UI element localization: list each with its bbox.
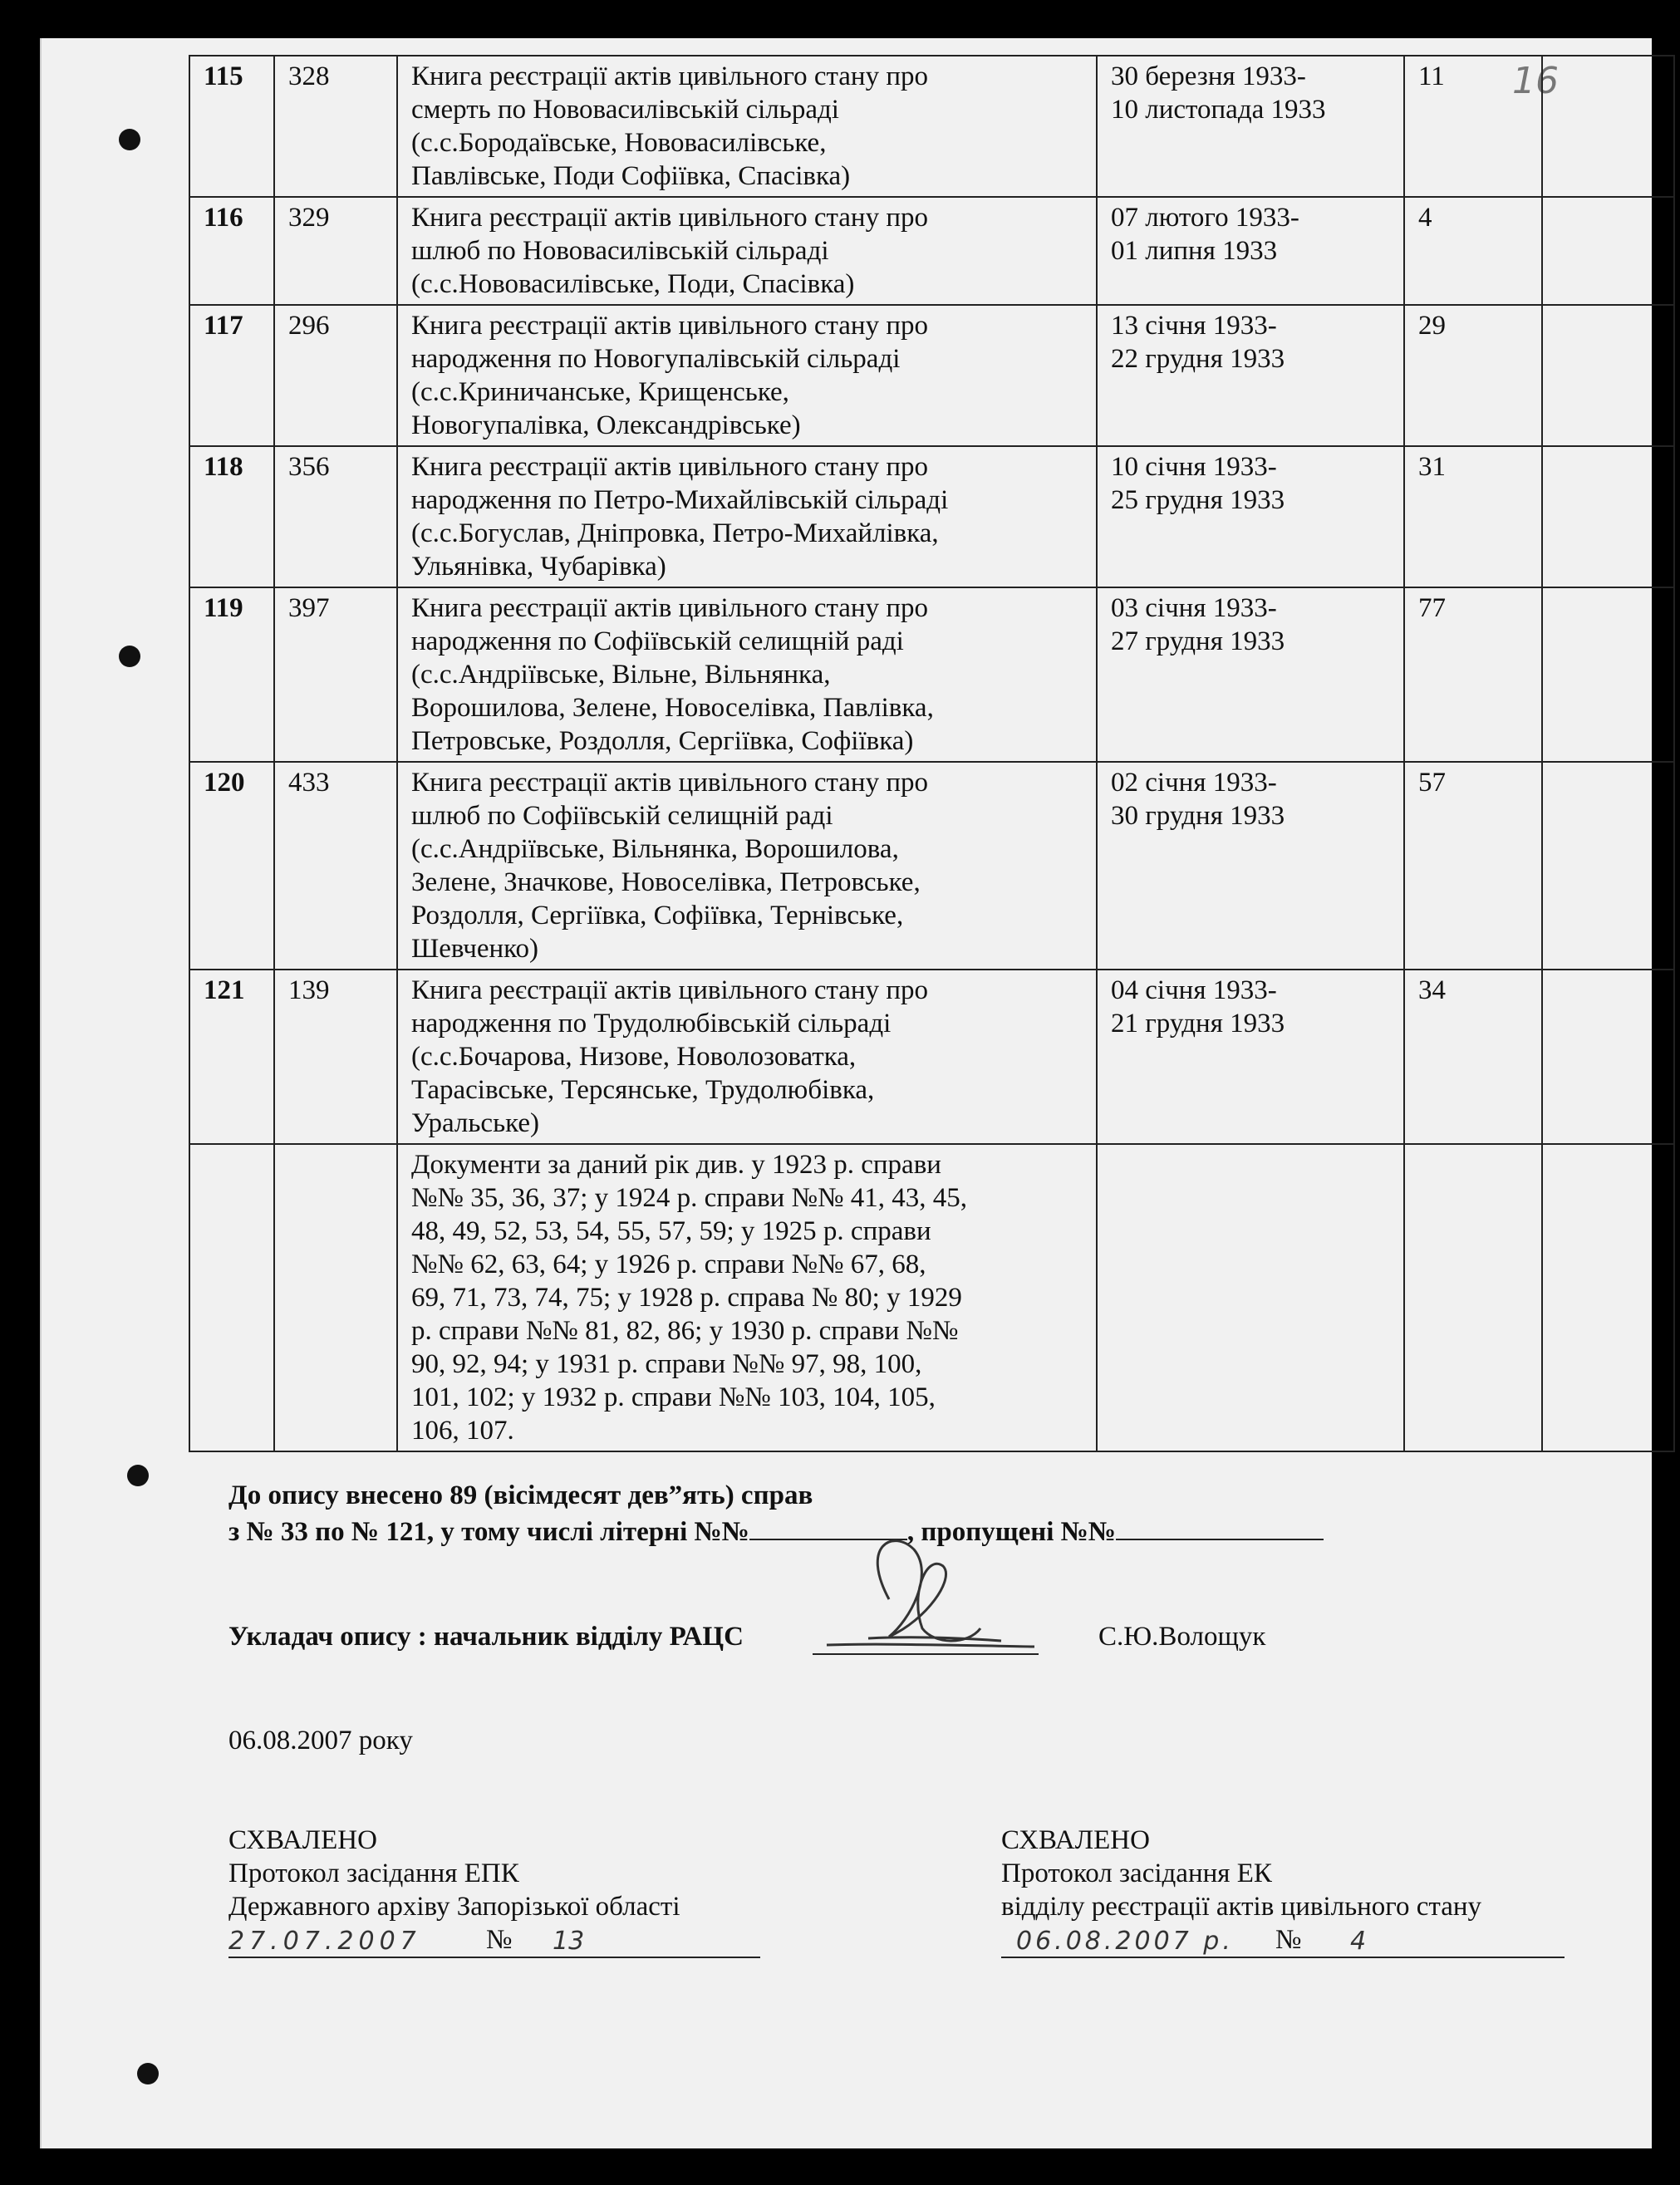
punch-hole (137, 2063, 159, 2084)
row-code: 397 (274, 587, 397, 762)
row-notes (1542, 197, 1674, 305)
row-code: 139 (274, 970, 397, 1144)
row-sheets: 77 (1404, 587, 1542, 762)
row-title: Книга реєстрації актів цивільного стану про народження по Трудолюбівській сільраді (с.с.Бочарова, Низове, Новолозоватка, Тарасівське, Терсянське, Трудолюбівка, Уральське) (397, 970, 1097, 1144)
approval-left-date: 27.07.2007 (228, 1927, 421, 1956)
row-dates: 04 січня 1933- 21 грудня 1933 (1097, 970, 1404, 1144)
row-sheets: 4 (1404, 197, 1542, 305)
approval-right-protocol (1001, 1923, 1565, 1958)
blank-line (1116, 1514, 1324, 1540)
row-notes (1542, 446, 1674, 587)
table-row (189, 587, 1674, 762)
row-number: 118 (189, 446, 274, 587)
row-title: Книга реєстрації актів цивільного стану про шлюб по Софіївській селищній раді (с.с.Андріївське, Вільнянка, Ворошилова, Зелене, Значкове, Новоселівка, Петровське, Роздолля, Сергіївка, Софіївка, Тернівське, Шевченко) (397, 762, 1097, 970)
summary-lettered: з № 33 по № 121, у тому числі літерні №№ (228, 1517, 749, 1547)
row-code: 328 (274, 56, 397, 197)
compiler-name: С.Ю.Волощук (1098, 1622, 1266, 1652)
row-sheets: 31 (1404, 446, 1542, 587)
approval-right-title: СХВАЛЕНО (1001, 1825, 1150, 1855)
row-number: 119 (189, 587, 274, 762)
table-row (189, 197, 1674, 305)
row-dates: 30 березня 1933- 10 листопада 1933 (1097, 56, 1404, 197)
table-row (189, 1144, 1674, 1451)
approval-right (1001, 1824, 1565, 1958)
row-title: Документи за даний рік див. у 1923 р. справи №№ 35, 36, 37; у 1924 р. справи №№ 41, 43, 45, 48, 49, 52, 53, 54, 55, 57, 59; у 1925 р. справи №№ 62, 63, 64; у 1926 р. справи №№ 67, 68, 69, 71, 73, 74, 75; у 1928 р. справа № 80; у 1929 р. справи №№ 81, 82, 86; у 1930 р. справи №№ 90, 92, 94; у 1931 р. справи №№ 97, 98, 100, 101, 102; у 1932 р. справи №№ 103, 104, 105, 106, 107. (397, 1144, 1097, 1451)
row-dates: 02 січня 1933- 30 грудня 1933 (1097, 762, 1404, 970)
approval-left-title: СХВАЛЕНО (228, 1825, 377, 1855)
approval-left-protocol (228, 1923, 760, 1958)
approval-right-num: 4 (1350, 1927, 1367, 1956)
table-row (189, 762, 1674, 970)
summary-line-2 (228, 1514, 1324, 1549)
signature (810, 1520, 1051, 1670)
row-title: Книга реєстрації актів цивільного стану про смерть по Нововасилівській сільраді (с.с.Бородаївське, Нововасилівське, Павлівське, Поди Софіївка, Спасівка) (397, 56, 1097, 197)
row-dates: 10 січня 1933- 25 грудня 1933 (1097, 446, 1404, 587)
approval-left-line2: Державного архіву Запорізької області (228, 1892, 680, 1922)
approval-right-date: 06.08.2007 р. (1016, 1927, 1234, 1956)
table-row (189, 305, 1674, 446)
row-notes (1542, 587, 1674, 762)
approval-right-line2: відділу реєстрації актів цивільного стану (1001, 1892, 1482, 1922)
row-number: 120 (189, 762, 274, 970)
row-code: 356 (274, 446, 397, 587)
approval-left-line1: Протокол засідання ЕПК (228, 1858, 519, 1888)
row-number: 121 (189, 970, 274, 1144)
inventory-table (189, 55, 1675, 1452)
table-row (189, 970, 1674, 1144)
approval-right-line1: Протокол засідання ЕК (1001, 1858, 1272, 1888)
row-notes (1542, 56, 1674, 197)
row-code: 433 (274, 762, 397, 970)
document-date: 06.08.2007 року (228, 1726, 413, 1755)
row-number: 116 (189, 197, 274, 305)
row-code: 329 (274, 197, 397, 305)
row-notes (1542, 1144, 1674, 1451)
summary-line-1: До опису внесено 89 (вісімдесят дев”ять) справ (228, 1480, 813, 1510)
punch-hole (127, 1465, 149, 1486)
row-sheets: 57 (1404, 762, 1542, 970)
row-code (274, 1144, 397, 1451)
row-sheets (1404, 1144, 1542, 1451)
row-notes (1542, 762, 1674, 970)
approval-right-num-label: № (1275, 1925, 1302, 1955)
row-number: 117 (189, 305, 274, 446)
approval-left (228, 1824, 760, 1958)
row-dates: 03 січня 1933- 27 грудня 1933 (1097, 587, 1404, 762)
row-title: Книга реєстрації актів цивільного стану про шлюб по Нововасилівській сільраді (с.с.Нововасилівське, Поди, Спасівка) (397, 197, 1097, 305)
punch-hole (119, 646, 140, 667)
punch-hole (119, 129, 140, 150)
row-dates (1097, 1144, 1404, 1451)
row-notes (1542, 970, 1674, 1144)
row-sheets: 34 (1404, 970, 1542, 1144)
row-sheets: 29 (1404, 305, 1542, 446)
table-row (189, 56, 1674, 197)
row-number: 115 (189, 56, 274, 197)
row-title: Книга реєстрації актів цивільного стану про народження по Петро-Михайлівській сільраді (с.с.Богуслав, Дніпровка, Петро-Михайлівка, Ульянівка, Чубарівка) (397, 446, 1097, 587)
page-number: 16 (1512, 60, 1559, 102)
row-dates: 07 лютого 1933- 01 липня 1933 (1097, 197, 1404, 305)
row-notes (1542, 305, 1674, 446)
row-number (189, 1144, 274, 1451)
row-title: Книга реєстрації актів цивільного стану про народження по Новогупалівській сільраді (с.с.Криничанське, Крищенське, Новогупалівка, Олександрівське) (397, 305, 1097, 446)
approval-left-num-label: № (486, 1925, 513, 1955)
table-row (189, 446, 1674, 587)
approval-left-num: 13 (553, 1927, 585, 1956)
row-title: Книга реєстрації актів цивільного стану про народження по Софіївській селищній раді (с.с.Андріївське, Вільне, Вільнянка, Ворошилова, Зелене, Новоселівка, Павлівка, Петровське, Роздолля, Сергіївка, Софіївка) (397, 587, 1097, 762)
row-sheets: 11 (1404, 56, 1542, 197)
row-code: 296 (274, 305, 397, 446)
row-dates: 13 січня 1933- 22 грудня 1933 (1097, 305, 1404, 446)
compiler-label: Укладач опису : начальник відділу РАЦС (228, 1622, 744, 1652)
summary-skipped: , пропущені №№ (906, 1517, 1116, 1547)
